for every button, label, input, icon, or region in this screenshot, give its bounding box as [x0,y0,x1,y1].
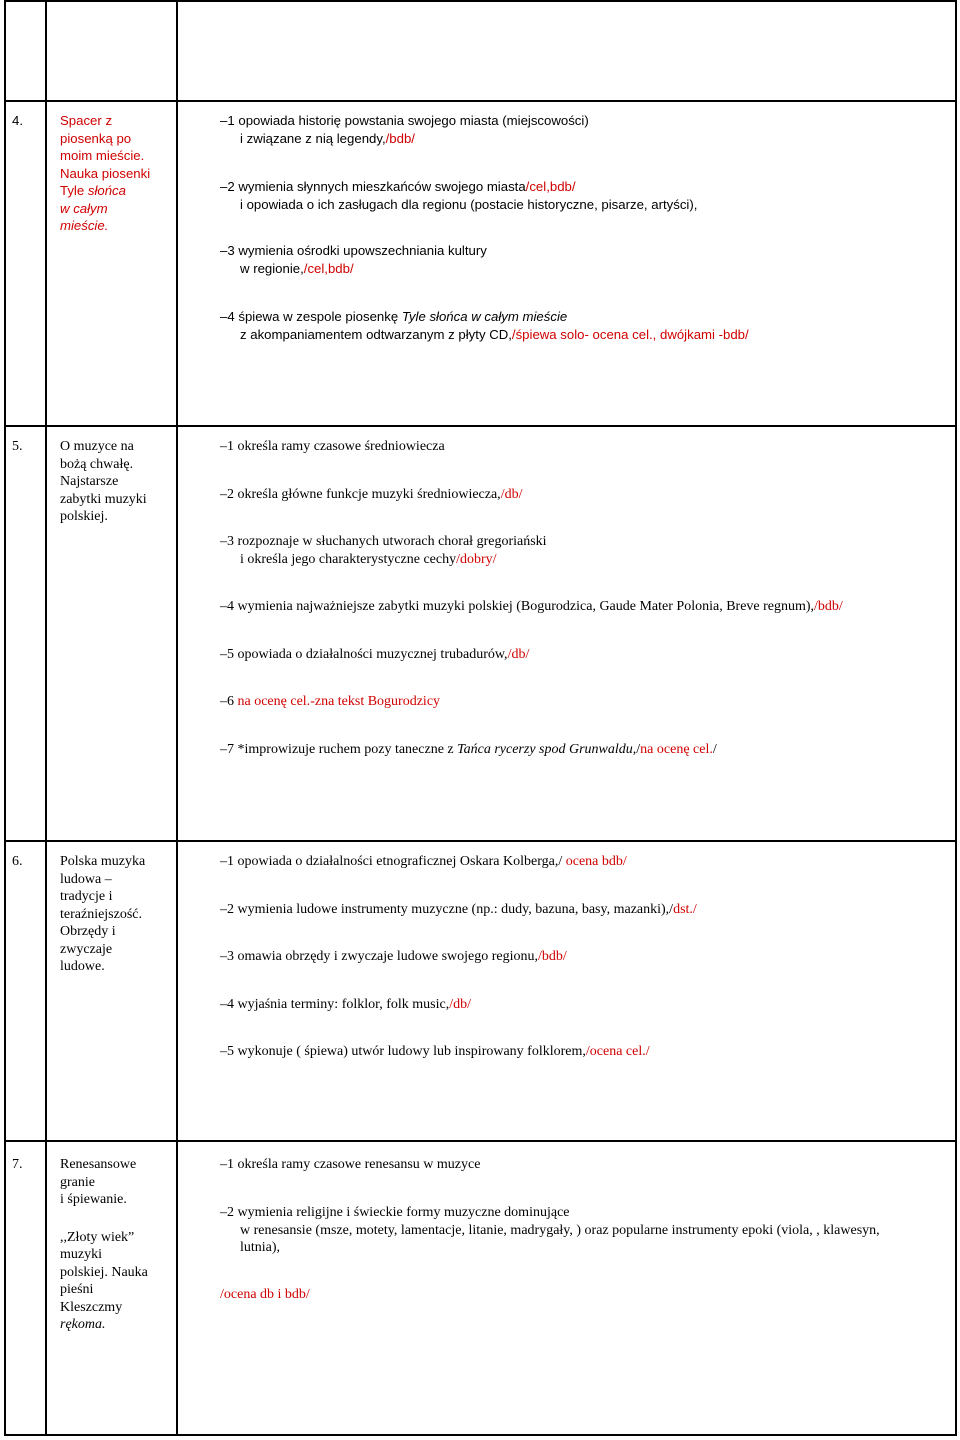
grade-note: /ocena db i bdb/ [220,1287,310,1302]
grade-note: /db/ [507,647,530,662]
outcome-item: –2 wymienia ludowe instrumenty muzyczne (np.: dudy, bazuna, basy, mazanki),/dst./ [220,902,697,917]
topic-line: mieście. [60,218,109,233]
grade-note: /śpiewa solo- ocena cel., dwójkami -bdb/ [511,326,749,342]
topic-word: Tyle [60,183,85,198]
lesson-outcomes [220,112,950,422]
row-divider-5 [4,425,957,427]
outcome-text: wymienia ośrodki upowszechniania kultury [238,243,487,258]
grade-note: /bdb/ [538,949,567,964]
grade-note: /db/ [449,997,472,1012]
outcome-number: 6 [227,694,234,709]
outcome-number: 5 [227,647,234,662]
topic-line: polskiej. [60,509,108,524]
outcome-text: wykonuje ( śpiewa) utwór ludowy lub inspirowany folklorem, [237,1044,586,1059]
outcome-text: w renesansie (msze, motety, lamentacje, litanie, madrygały, ) oraz popularne instrumenty epoki (viola, , klawesyn, [240,1222,880,1238]
outcome-text: wymienia ludowe instrumenty muzyczne (np.: dudy, bazuna, basy, mazanki),/ [237,902,674,917]
grade-note: na ocenę cel. [237,694,311,709]
outcome-item: –3 rozpoznaje w słuchanych utworach chorał gregoriański i określa jego charakterystyczne cechy/dobry/ [220,534,547,567]
topic-line: muzyki [60,1247,102,1262]
topic-line: ludowe. [60,959,105,974]
outcome-text: w regionie, [240,260,304,276]
lesson-number: 4. [12,113,23,128]
outcome-number: 2 [227,902,234,917]
outcome-text: opowiada historię powstania swojego miasta (miejscowości) [238,113,589,128]
topic-line: ,,Złoty wiek” [60,1229,135,1245]
topic-line: tradycje i [60,889,113,904]
table-border-right [955,0,957,1436]
outcome-text: wymienia religijne i świeckie formy muzyczne dominujące [237,1205,570,1220]
outcome-number: 3 [227,949,234,964]
outcome-item: –7 *improwizuje ruchem pozy taneczne z Tańca rycerzy spod Grunwaldu,/na ocenę cel./ [220,742,717,757]
lesson-topic [60,438,172,526]
topic-line: Spacer z [60,113,113,128]
outcome-text: wymienia słynnych mieszkańców swojego miasta [238,179,526,194]
outcome-text: określa główne funkcje muzyki średniowiecza, [237,487,501,502]
topic-line: teraźniejszość. [60,906,143,922]
topic-line: Obrzędy i [60,924,116,939]
outcome-text: śpiewa w zespole piosenkę [238,309,402,324]
grade-note: na ocenę cel. [640,742,713,757]
outcome-item: –4 wyjaśnia terminy: folklor, folk music,/db/ [220,997,472,1012]
outcome-item: –3 omawia obrzędy i zwyczaje ludowe swojego regionu,/bdb/ [220,949,567,964]
topic-line: w całym [60,200,108,216]
topic-spacer [60,1209,172,1229]
outcome-number: 4 [227,309,235,324]
lesson-topic [60,112,172,235]
outcome-item: –2 określa główne funkcje muzyki średniowiecza,/db/ [220,487,523,502]
outcome-item: –1 opowiada o działalności etnograficznej Oskara Kolberga,/ ocena bdb/ [220,854,627,869]
outcome-number: 4 [227,997,234,1012]
topic-line: rękoma. [60,1317,106,1332]
outcome-text: określa ramy czasowe średniowiecza [237,439,445,454]
outcome-text: / [712,742,717,757]
row-divider-6 [4,840,957,842]
row-divider-7 [4,1140,957,1142]
topic-line: i śpiewanie. [60,1192,127,1207]
grade-note: /cel,bdb/ [525,179,576,194]
outcome-text: wymienia najważniejsze zabytki muzyki polskiej (Bogurodzica, Gaude Mater Polonia, Breve regnum), [237,599,815,614]
outcome-text: lutnia), [240,1240,281,1255]
outcome-item: –3 wymienia ośrodki upowszechniania kultury w regionie,/cel,bdb/ [220,243,487,276]
lesson-number: 7. [12,1157,23,1172]
grade-note: /bdb/ [385,130,415,146]
outcome-text: *improwizuje ruchem pozy taneczne z [237,742,458,757]
outcome-text: i opowiada o ich zasługach dla regionu (postacie historyczne, pisarze, artyści), [240,196,698,212]
outcome-number: 3 [227,534,234,549]
outcome-item: –4 wymienia najważniejsze zabytki muzyki polskiej (Bogurodzica, Gaude Mater Polonia, Breve regnum),/bdb/ [220,599,843,614]
song-title: Tyle słońca w całym mieście [401,309,568,324]
outcome-text: i określa jego charakterystyczne cechy [240,551,457,567]
outcome-item: –5 wykonuje ( śpiewa) utwór ludowy lub inspirowany folklorem,/ocena cel./ [220,1044,650,1059]
topic-line: pieśni [60,1282,94,1297]
outcome-item: –2 wymienia religijne i świeckie formy muzyczne dominujące w renesansie (msze, motety, lamentacje, litanie, madrygały, ) oraz popularne instrumenty epoki (viola, , klawesyn, lutnia), [220,1205,880,1255]
table-border-left [4,0,6,1436]
outcome-number: 2 [227,179,235,194]
topic-line: zabytki muzyki [60,491,147,507]
grade-note: /ocena cel./ [585,1044,650,1059]
outcome-text: ,/ [632,742,641,757]
outcome-number: 7 [227,742,234,757]
topic-line: Nauka piosenki [60,165,151,181]
topic-line: Najstarsze [60,474,119,489]
grade-note: /bdb/ [814,599,843,614]
topic-line: Kleszczmy [60,1299,123,1315]
outcome-item: –1 określa ramy czasowe średniowiecza [220,439,445,454]
lesson-outcomes [220,1156,950,1426]
grade-note: /cel,bdb/ [303,260,354,276]
row-divider-top [4,0,957,2]
row-divider-4 [4,100,957,102]
topic-line: Polska muzyka [60,854,146,869]
outcome-text: z akompaniamentem odtwarzanym z płyty CD, [240,326,512,342]
topic-line: Renesansowe [60,1157,137,1172]
outcome-item: –6 na ocenę cel.-zna tekst Bogurodzicy [220,694,441,709]
outcome-number: 1 [227,439,234,454]
outcome-item: –4 śpiewa w zespole piosenkę Tyle słońca w całym mieście z akompaniamentem odtwarzanym z płyty CD,/śpiewa solo- ocena cel., dwójkami -bdb/ [220,309,749,342]
topic-line: granie [60,1174,95,1190]
lesson-topic [60,1156,172,1334]
outcome-number: 1 [227,113,235,128]
outcome-text: określa ramy czasowe renesansu w muzyce [237,1157,481,1172]
grade-note: /dobry/ [456,551,497,567]
outcome-item: –1 określa ramy czasowe renesansu w muzyce [220,1157,481,1172]
grade-note: ocena bdb/ [562,854,627,869]
topic-line: polskiej. Nauka [60,1264,148,1280]
outcome-item: –2 wymienia słynnych mieszkańców swojego miasta/cel,bdb/ i opowiada o ich zasługach dla regionu (postacie historyczne, pisarze, artyści), [220,179,698,212]
outcome-text: wyjaśnia terminy: folklor, folk music, [237,997,450,1012]
lesson-number: 6. [12,854,23,869]
grade-note: dst./ [673,902,697,917]
outcome-item: –1 opowiada historię powstania swojego miasta (miejscowości) i związane z nią legendy,/bdb/ [220,113,589,146]
col-divider-1 [45,0,47,1436]
topic-line: moim mieście. [60,148,145,163]
outcome-text: -zna tekst Bogurodzicy [310,694,441,709]
outcome-text: i związane z nią legendy, [240,130,386,146]
lesson-outcomes [220,438,950,833]
outcome-number: 3 [227,243,235,258]
topic-word: słońca [87,183,126,198]
topic-line: O muzyce na [60,439,134,454]
dance-title: Tańca rycerzy spod Grunwaldu [457,742,633,757]
outcome-text: rozpoznaje w słuchanych utworach chorał gregoriański [237,534,547,549]
lesson-topic [60,853,172,976]
outcome-number: 5 [227,1044,234,1059]
col-divider-2 [176,0,178,1436]
topic-line: zwyczaje [60,941,113,957]
topic-line: ludowa – [60,871,112,887]
outcome-item: –5 opowiada o działalności muzycznej trubadurów,/db/ [220,647,530,662]
outcome-number: 1 [227,854,234,869]
lesson-number: 5. [12,439,23,454]
topic-line [60,182,172,200]
row-divider-bottom [4,1434,957,1436]
topic-line: piosenką po [60,130,132,146]
outcome-number: 4 [227,599,234,614]
outcome-text: omawia obrzędy i zwyczaje ludowe swojego regionu, [237,949,539,964]
outcome-number: 1 [227,1157,234,1172]
lesson-outcomes [220,853,950,1133]
grade-note: /db/ [500,487,523,502]
outcome-number: 2 [227,1205,234,1220]
topic-line: bożą chwałę. [60,456,134,472]
outcome-number: 2 [227,487,234,502]
outcome-text: opowiada o działalności muzycznej trubadurów, [237,647,508,662]
outcome-text: opowiada o działalności etnograficznej Oskara Kolberga,/ [237,854,563,869]
